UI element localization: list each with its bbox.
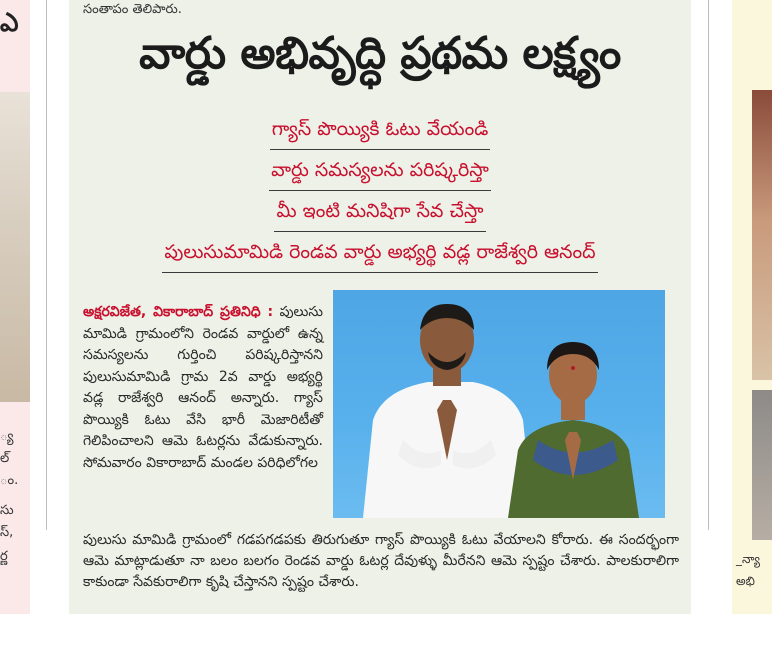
left-column-text: ర్ణ — [0, 549, 8, 564]
left-column-text: సు — [0, 503, 14, 518]
right-column-text: _న్యా — [736, 552, 760, 566]
article-body-column — [83, 302, 323, 474]
subheadings — [69, 118, 691, 282]
candidates-photo — [333, 290, 665, 518]
left-column-text: స్, — [0, 525, 14, 540]
previous-article-tail: సంతాపం తెలిపారు. — [83, 2, 182, 17]
left-column-mark: ఎ — [0, 8, 19, 38]
left-column-text: ్య — [0, 429, 14, 444]
article-headline: వార్డు అభివృద్ధి ప్రథమ లక్ష్యం — [139, 28, 621, 79]
candidates-photo-illustration — [333, 290, 665, 518]
dateline: అక్షరవిజేత, వికారాబాద్ ప్రతినిధి : — [83, 304, 274, 320]
right-column-fragment — [732, 0, 772, 614]
subheading: మీ ఇంటి మనిషిగా సేవ చేస్తా — [274, 200, 485, 232]
subheading: వార్డు సమస్యలను పరిష్కరిస్తా — [269, 159, 491, 191]
right-column-text: అభి — [736, 574, 755, 588]
left-column-fragment — [0, 0, 30, 614]
right-column-photo — [752, 90, 772, 380]
left-column-photo — [0, 92, 30, 402]
article — [69, 0, 691, 614]
left-column-text: ల్ — [0, 451, 10, 466]
left-column-text: ం. — [0, 473, 19, 488]
article-body-wide — [83, 530, 679, 593]
column-divider — [46, 0, 47, 530]
article-body-text: పులుసు మామిడి గ్రామంలో గడపగడపకు తిరుగుతూ గ్యాస్ పొయ్యికి ఓటు వేయాలని కోరారు. ఈ సందర్భంగా ఆమె మాట్లాడుతూ నా బలం బలగం రెండవ వార్డు ఓటర్ల దేవుళ్ళు మీరేనని ఆమె స్పష్టం చేశారు. పాలకురాలిగా కాకుండా సేవకురాలిగా కృషి చేస్తానని స్పష్టం చేశారు. — [83, 532, 679, 590]
right-column-photo — [752, 390, 772, 540]
subheading: గ్యాస్ పొయ్యికి ఓటు వేయండి — [270, 118, 491, 150]
article-body-text: పులుసు మామిడి గ్రామంలోని రెండవ వార్డులో ఉన్న సమస్యలను గుర్తించి పరిష్కరిస్తానని పులుసుమామిడి గ్రామ 2వ వార్డు అభ్యర్థి వడ్ల రాజేశ్వరి ఆనంద్ అన్నారు. గ్యాస్ పొయ్యికి ఓటు వేసి భారీ మెజారిటీతో గెలిపించాలని ఆమె ఓటర్లను వేడుకున్నారు. సోమవారం వికారాబాద్ మండల పరిధిలోగల — [83, 304, 323, 471]
subheading: పులుసుమామిడి రెండవ వార్డు అభ్యర్థి వడ్ల రాజేశ్వరి ఆనంద్ — [162, 241, 597, 273]
column-divider — [708, 0, 709, 530]
